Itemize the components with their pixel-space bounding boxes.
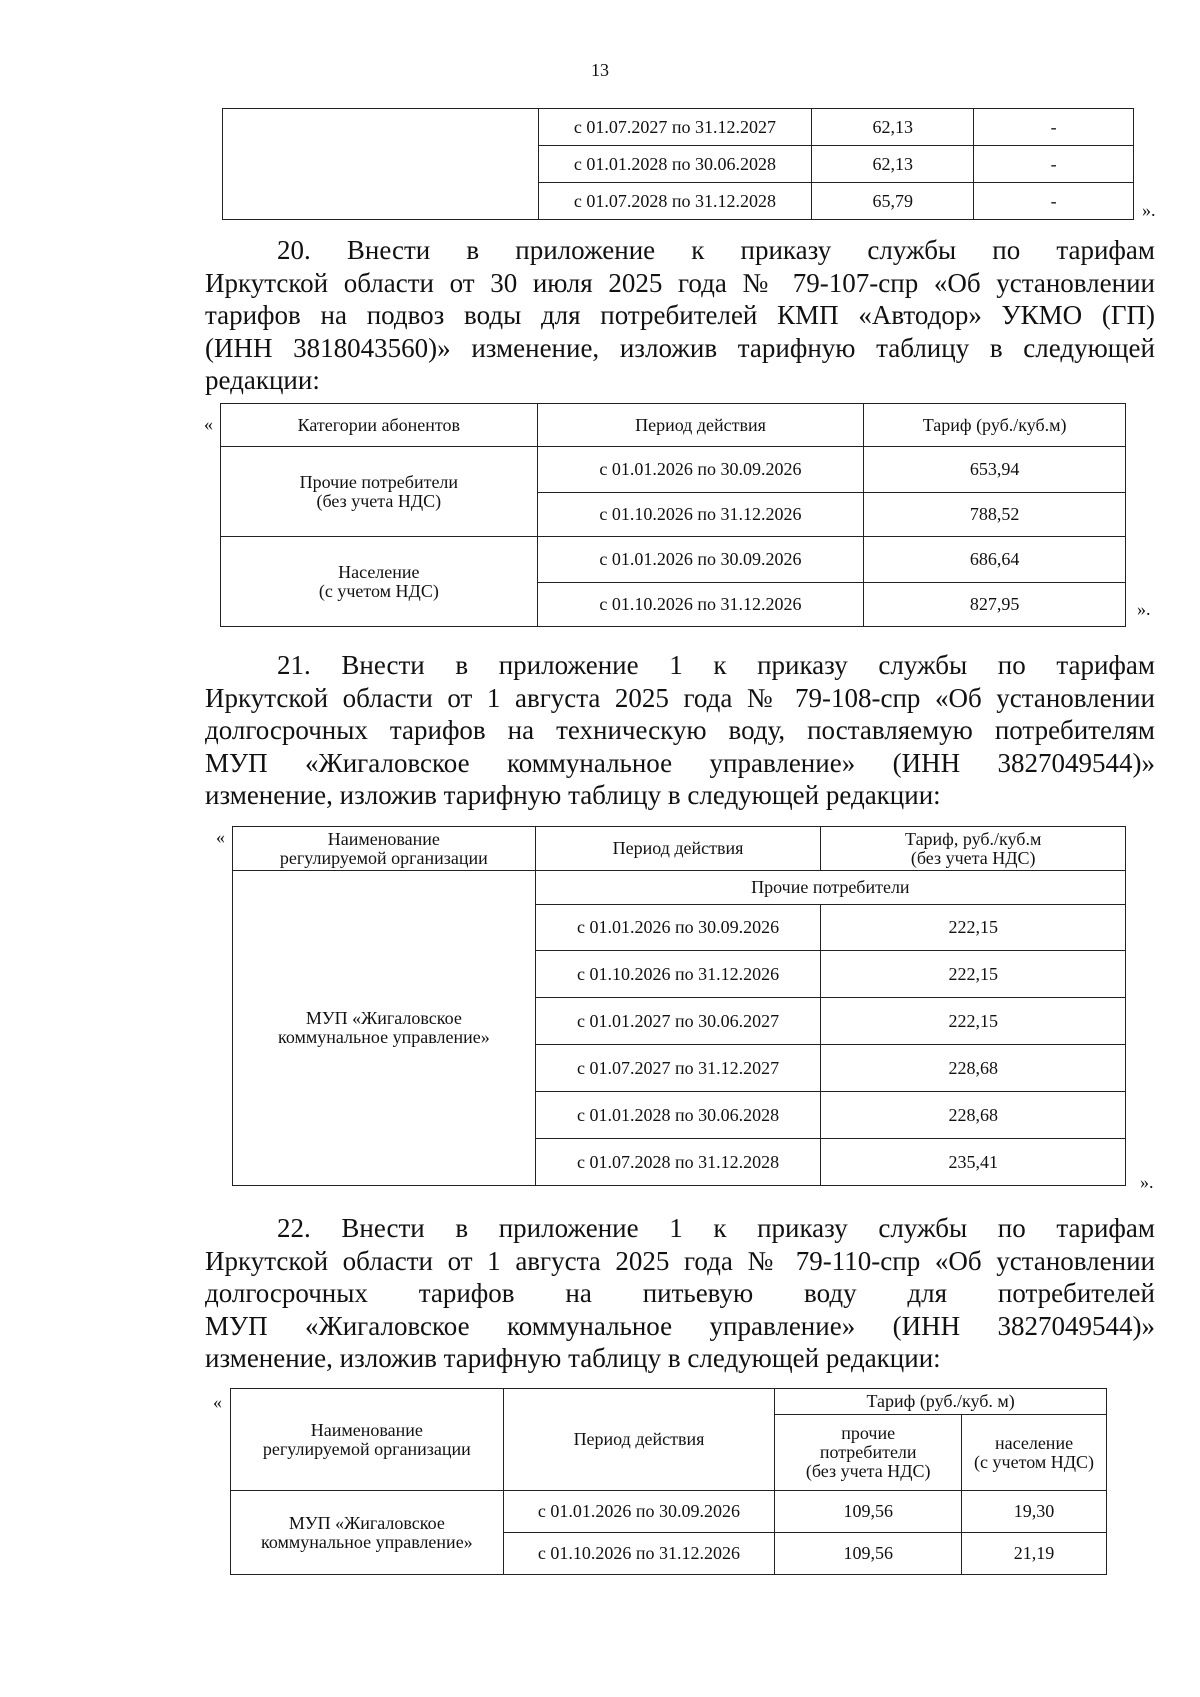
period-cell: с 01.07.2027 по 31.12.2027 — [538, 109, 812, 146]
tariff-population-cell: 21,19 — [962, 1533, 1107, 1575]
header-organization — [233, 827, 536, 871]
organization-line: коммунальное управление» — [278, 1027, 490, 1047]
paragraph-line: 20. Внести в приложение к приказу службы по тарифам — [277, 235, 1155, 265]
tariff-cell: 222,15 — [821, 998, 1126, 1045]
table-header-row — [233, 827, 1126, 871]
header-line: Тариф, руб./куб.м — [905, 828, 1042, 849]
paragraph-line: 22. Внести в приложение 1 к приказу службы по тарифам — [277, 1213, 1155, 1243]
period-cell: с 01.10.2026 по 31.12.2026 — [537, 493, 864, 537]
value-cell: 65,79 — [812, 183, 974, 220]
closing-quote: ». — [1137, 599, 1151, 619]
continued-tariff-table — [222, 108, 1134, 220]
organization-cell — [233, 871, 536, 1186]
category-line: Прочие потребители — [299, 471, 459, 492]
paragraph-line: долгосрочных тарифов на техническую воду, поставляемую потребителям — [205, 715, 1155, 745]
paragraph-line: Иркутской области от 1 августа 2025 года № 79-110-спр «Об установлении — [205, 1245, 1155, 1276]
paragraph-line: тарифов на подвоз воды для потребителей КМП «Автодор» УКМО (ГП) — [205, 300, 1155, 330]
period-cell: с 01.10.2026 по 31.12.2026 — [537, 583, 864, 627]
table-header-row — [231, 1389, 1107, 1415]
paragraph-line: МУП «Жигаловское коммунальное управление» (ИНН 3827049544)» — [205, 1310, 1155, 1341]
paragraph-line: 21. Внести в приложение 1 к приказу службы по тарифам — [277, 650, 1155, 680]
header-line: Наименование — [310, 1419, 423, 1440]
period-cell: с 01.07.2028 по 31.12.2028 — [535, 1139, 821, 1186]
period-cell: с 01.10.2026 по 31.12.2026 — [503, 1533, 775, 1575]
header-population — [962, 1415, 1107, 1491]
subheader-other-consumers: Прочие потребители — [535, 871, 1125, 905]
category-line: Население — [338, 561, 420, 582]
tariff-cell: 788,52 — [864, 493, 1126, 537]
tariff-cell: 222,15 — [821, 905, 1126, 951]
header-line: (с учетом НДС) — [974, 1451, 1095, 1472]
paragraph-line: долгосрочных тарифов на питьевую воду для потребителей — [205, 1278, 1155, 1308]
header-line: потребители — [819, 1442, 917, 1462]
tariff-cell: 228,68 — [821, 1045, 1126, 1092]
period-cell: с 01.10.2026 по 31.12.2026 — [535, 951, 821, 998]
organization-line: МУП «Жигаловское — [305, 1008, 462, 1028]
period-cell: с 01.01.2028 по 30.06.2028 — [538, 146, 812, 183]
item-20-paragraph — [205, 234, 1155, 397]
category-line: (без учета НДС) — [316, 490, 442, 511]
header-category: Категории абонентов — [221, 404, 538, 447]
closing-quote: ». — [1140, 1172, 1154, 1192]
period-cell: с 01.01.2026 по 30.09.2026 — [535, 905, 821, 951]
tariff-population-cell: 19,30 — [962, 1491, 1107, 1533]
tariff-cell: 235,41 — [821, 1139, 1126, 1186]
closing-quote: ». — [1142, 200, 1156, 220]
period-cell: с 01.01.2026 по 30.09.2026 — [537, 447, 864, 493]
header-tariff: Тариф (руб./куб.м) — [864, 404, 1126, 447]
opening-quote: « — [216, 827, 225, 847]
table-header-row — [221, 404, 1126, 447]
page-number: 13 — [591, 60, 609, 80]
tariff-cell: 653,94 — [864, 447, 1126, 493]
header-other-consumers — [775, 1415, 962, 1491]
item-21-paragraph — [205, 649, 1155, 812]
header-line: население — [995, 1432, 1074, 1453]
header-tariff — [821, 827, 1126, 871]
period-cell: с 01.07.2027 по 31.12.2027 — [535, 1045, 821, 1092]
header-line: регулируемой организации — [262, 1438, 471, 1459]
organization-line: МУП «Жигаловское — [288, 1512, 445, 1533]
header-period: Период действия — [535, 827, 821, 871]
header-line: прочие — [841, 1423, 896, 1443]
paragraph-line: редакции: — [205, 365, 320, 395]
table-row — [223, 109, 1134, 146]
tariff-cell: 827,95 — [864, 583, 1126, 627]
empty-cell — [223, 109, 539, 220]
table-row — [221, 537, 1126, 583]
organization-line: коммунальное управление» — [260, 1531, 473, 1552]
category-cell — [221, 537, 538, 627]
period-cell: с 01.01.2028 по 30.06.2028 — [535, 1092, 821, 1139]
header-line: регулируемой организации — [279, 847, 488, 868]
header-organization — [231, 1389, 504, 1491]
header-line: (без учета НДС) — [910, 847, 1036, 868]
header-period: Период действия — [503, 1389, 775, 1491]
value-cell: 62,13 — [812, 109, 974, 146]
extra-cell: - — [974, 109, 1134, 146]
header-line: Наименование — [327, 828, 440, 849]
opening-quote: « — [204, 414, 213, 434]
header-tariff: Тариф (руб./куб. м) — [775, 1389, 1107, 1415]
period-cell: с 01.07.2028 по 31.12.2028 — [538, 183, 812, 220]
tariff-table-20 — [220, 403, 1126, 627]
extra-cell: - — [974, 146, 1134, 183]
extra-cell: - — [974, 183, 1134, 220]
organization-cell — [231, 1491, 504, 1575]
table-row — [221, 447, 1126, 493]
tariff-cell: 228,68 — [821, 1092, 1126, 1139]
tariff-table-21 — [232, 826, 1126, 1186]
tariff-other-cell: 109,56 — [775, 1533, 962, 1575]
paragraph-line: изменение, изложив тарифную таблицу в следующей редакции: — [205, 1343, 941, 1373]
table-row — [231, 1491, 1107, 1533]
tariff-table-22 — [230, 1388, 1107, 1575]
paragraph-line: МУП «Жигаловское коммунальное управление» (ИНН 3827049544)» — [205, 747, 1155, 778]
paragraph-line: Иркутской области от 30 июля 2025 года № 79-107-спр «Об установлении — [205, 267, 1155, 298]
paragraph-line: Иркутской области от 1 августа 2025 года № 79-108-спр «Об установлении — [205, 682, 1155, 713]
paragraph-line: (ИНН 3818043560)» изменение, изложив тарифную таблицу в следующей — [205, 332, 1155, 363]
table-subheader-row — [233, 871, 1126, 905]
period-cell: с 01.01.2027 по 30.06.2027 — [535, 998, 821, 1045]
value-cell: 62,13 — [812, 146, 974, 183]
tariff-cell: 686,64 — [864, 537, 1126, 583]
tariff-other-cell: 109,56 — [775, 1491, 962, 1533]
period-cell: с 01.01.2026 по 30.09.2026 — [537, 537, 864, 583]
opening-quote: « — [213, 1392, 222, 1412]
tariff-cell: 222,15 — [821, 951, 1126, 998]
header-period: Период действия — [537, 404, 864, 447]
category-cell — [221, 447, 538, 537]
item-22-paragraph — [205, 1212, 1155, 1375]
header-line: (без учета НДС) — [805, 1461, 931, 1481]
period-cell: с 01.01.2026 по 30.09.2026 — [503, 1491, 775, 1533]
category-line: (с учетом НДС) — [318, 580, 439, 601]
paragraph-line: изменение, изложив тарифную таблицу в следующей редакции: — [205, 780, 941, 810]
